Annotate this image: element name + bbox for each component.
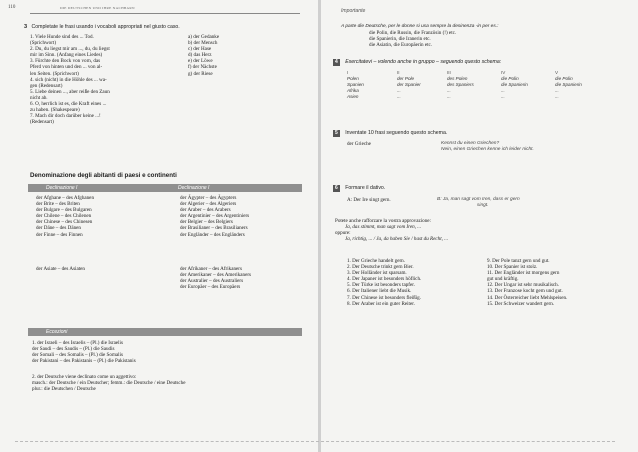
table-cell: ... [555, 94, 559, 99]
table-cell: des Polen [447, 76, 468, 81]
right-page [321, 0, 638, 452]
sentence-line: 5. Liebe deinen ..., aber reiße den Zaun [30, 88, 110, 95]
table-row [347, 94, 609, 100]
declension-1-right-list [180, 195, 310, 238]
declension-entry: der Algerier – des Algeriers [180, 201, 237, 208]
sentence-line: 7. Mach dir doch darüber keine ...! [30, 113, 101, 120]
note-line: Ja, das stimmt, man sagt vom Iren, ... [345, 224, 422, 231]
declension-entry: der Afghane – des Afghanen [36, 195, 94, 201]
exception-line: der Saudi – des Saudis – (Pl.) die Saudis [32, 346, 115, 353]
exercise-4-table [347, 70, 609, 100]
exception-2-block [32, 374, 312, 392]
declension-entry: der Däne – des Dänen [36, 225, 81, 232]
list-item: 4. Der Japaner ist besonders höflich. [347, 276, 422, 283]
sentence-line: (Redensart) [30, 119, 54, 126]
sentence-line: zu haben. (Shakespeare) [30, 107, 80, 114]
option-item: e) der Löwe [188, 58, 213, 65]
table-cell: ... [397, 94, 401, 99]
exception-line: plur.: die Deutschen / Deutsche [32, 386, 96, 393]
list-item: 15. Der Schweizer wandert gern. [487, 300, 555, 307]
table-cell: die Polin [501, 76, 519, 81]
list-item: gut und kräftig. [487, 276, 519, 283]
page-number: 110 [8, 5, 16, 10]
declension-entry: der Europäer – des Europäers [180, 284, 241, 291]
declension-2-right-list [180, 266, 310, 290]
table-cell: ... [447, 94, 451, 99]
example-line: Nein, einen Griechen kenne ich leider nicht. [441, 147, 534, 153]
important-line: A parte die Deutsche, per le donne si usa sempre la desinenza -in per es.: [341, 24, 499, 29]
table-header-cell: V [555, 70, 559, 75]
exercise-5-left: der Grieche [347, 141, 371, 147]
list-item: 9. Der Pole tanzt gern und gut. [487, 258, 550, 264]
important-line: die Spanierin, die Iranerin etc. [369, 36, 431, 43]
list-item: 8. Der Araber ist ein guter Reiter. [347, 300, 415, 307]
table-cell: Polen [347, 76, 359, 81]
exercise-5-heading [333, 130, 633, 137]
list-item: 5. Der Türke ist besonders tapfer. [347, 282, 415, 289]
exercise-4-heading [333, 59, 633, 66]
sentence-line: 4. sich (nicht) in die Höhle des ... wa- [30, 76, 107, 83]
running-header [8, 5, 300, 14]
exceptions-list [32, 340, 302, 364]
declension-entry: der Afrikaner – des Afrikaners [180, 266, 242, 272]
table-cell: Spanien [347, 82, 364, 87]
declension-entry: der Australier – des Australiers [180, 278, 244, 285]
note-line: Ja, richtig, ... / Ja, da haben Sie / hast du Recht, ... [345, 236, 448, 243]
table-header-cell: III [447, 70, 451, 75]
declension-entry: der Araber – des Arabers [180, 207, 231, 214]
exercise-6-note [335, 218, 625, 242]
table-cell: die Polin [555, 76, 573, 81]
declension-entry: der Ägypter – des Ägypters [180, 195, 237, 201]
exercise-6-example-b [437, 197, 520, 209]
sentence-line: 1. Viele Hunde sind des ... Tod. [30, 34, 94, 40]
note-line: oppure: [335, 230, 351, 237]
sentence-line: gen (Redensart) [30, 82, 63, 89]
option-item: c) der Hase [188, 46, 212, 53]
exercise-number: 5 [335, 130, 338, 136]
exercise-instruction: Formare il dativo. [345, 185, 386, 191]
exception-line: der Somali – des Somalis – (Pl.) die Somalis [32, 352, 123, 359]
list-item: 11. Der Engländer ist morgens gern [487, 270, 560, 277]
table-cell: ... [555, 88, 559, 93]
declension-band-1 [28, 184, 302, 192]
section-title: Denominazione degli abitanti di paesi e continenti [30, 172, 177, 179]
important-box [341, 24, 631, 48]
list-item: 2. Der Deutsche trinkt gern Bier. [347, 264, 414, 271]
sentence-line: (Sprichwort) [30, 40, 57, 47]
list-item: 14. Der Österreicher liebt Mehlspeisen. [487, 294, 568, 301]
exceptions-band [28, 328, 302, 336]
list-item: 1. Der Grieche handelt gern. [347, 258, 405, 264]
example-line: singt. [477, 203, 489, 209]
exception-line: der Pakistani – des Pakistanis – (Pl.) die Pakistanis [32, 358, 136, 365]
table-cell: der Spanier [397, 82, 421, 87]
band-label-right: Declinazione I [178, 185, 210, 191]
declension-2-left-list [36, 266, 176, 272]
option-item: d) das Herz [188, 52, 212, 59]
table-cell: Afrika [347, 88, 359, 93]
exercise-instruction: Inventate 10 frasi seguendo questo schema. [345, 130, 448, 136]
example-line: Kennst du einen Griechen? [441, 141, 500, 146]
declension-entry: der Engländer – des Engländers [180, 231, 245, 238]
example-line: B: Ja, man sagt vom Iren, dass er gern [437, 197, 520, 202]
exercise-number: 3 [24, 24, 28, 30]
exercise-6-heading [333, 185, 633, 192]
exercise-6-list-right [487, 258, 632, 307]
page-bottom-edge [15, 441, 615, 442]
important-line: die Asiatin, die Europäerin etc. [369, 42, 433, 49]
option-item: b) der Mensch [188, 40, 218, 47]
band-label: Eccezioni [46, 329, 68, 335]
declension-entry: der Belgier – des Belgiers [180, 219, 233, 226]
band-label-left: Declinazione I [46, 185, 78, 191]
list-item: 10. Der Spanier ist stolz. [487, 264, 538, 271]
left-page [0, 0, 318, 452]
table-header-cell: IV [501, 70, 506, 75]
table-cell: des Spaniers [447, 82, 474, 87]
declension-entry: der Chilene – des Chilenen [36, 213, 92, 220]
table-cell: Asien [347, 94, 359, 99]
declension-entry: der Brite – des Briten [36, 201, 80, 208]
exercise-6-example-a: A: Der Ire singt gern. [347, 197, 391, 203]
declension-entry: der Bulgare – des Bulgaren [36, 207, 92, 214]
exercise-3-heading [24, 24, 304, 31]
exercise-number: 4 [335, 59, 338, 65]
list-item: 6. Der Italiener liebt die Musik. [347, 288, 412, 295]
exercise-instruction: Esercitatevi – volendo anche in gruppo – seguendo questo schema: [345, 59, 502, 65]
option-item: a) der Gedanke [188, 34, 220, 40]
running-head-text: DIE DEUTSCHEN UND IHRE NACHBARN [60, 6, 135, 10]
declension-entry: der Argentinier – des Argentiniers [180, 213, 250, 220]
declension-entry: der Brasilianer – des Brasilianers [180, 225, 248, 232]
important-label: Importante [341, 8, 366, 14]
declension-entry: der Amerikaner – des Amerikaners [180, 272, 252, 279]
exercise-number: 6 [335, 185, 338, 191]
sentence-line: len Seiten. (Sprichwort) [30, 70, 79, 77]
table-cell: ... [501, 88, 505, 93]
option-item: f) der Nächste [188, 64, 217, 71]
sentence-line: mir im Sinn. (Anfang eines Liedes) [30, 52, 103, 59]
exercise-3-sentences [30, 34, 190, 125]
table-cell: ... [447, 88, 451, 93]
option-item: g) der Riese [188, 70, 213, 77]
exception-line: masch.: der Deutsche / ein Deutscher; femm.: die Deutsche / eine Deutsche [32, 380, 186, 387]
important-line: die Polin, die Russin, die Französin (!) etc. [369, 30, 457, 37]
sentence-line: 6. O, herrlich ist es, die Kraft eines ... [30, 101, 107, 108]
exception-line: 1. der Israeli – des Israelis – (Pl.) die Israelis [32, 340, 123, 346]
declension-entry: der Chinese – des Chinesen [36, 219, 93, 226]
declension-entry: der Finne – des Finnen [36, 231, 83, 238]
table-header-cell: II [397, 70, 400, 75]
exercise-instruction: Completate le frasi usando i vocaboli appropriati nel giusto caso. [31, 24, 180, 30]
sentence-line: 3. Fürchte den Bock von vorn, das [30, 58, 101, 65]
sentence-line: nicht ab. [30, 94, 48, 101]
table-cell: der Pole [397, 76, 415, 81]
table-header-cell: I [347, 70, 349, 75]
table-cell: die Spanierin [501, 82, 528, 87]
exception-line: 2. der Deutsche viene declinato come un aggettivo: [32, 374, 137, 380]
declension-1-left-list [36, 195, 176, 238]
sentence-line: 2. Du, du liegst mir am ..., du, du liegst [30, 46, 110, 53]
list-item: 3. Der Holländer ist sparsam. [347, 270, 407, 277]
list-item: 13. Der Franzose kocht gern und gut. [487, 288, 563, 295]
note-line: Potete anche rafforzare la vostra approvazione: [335, 218, 431, 224]
exercise-6-list-left [347, 258, 487, 307]
sentence-line: Pferd von hinten und den ... von al- [30, 64, 103, 71]
table-cell: ... [397, 88, 401, 93]
declension-entry: der Asiate – des Asiaten [36, 266, 85, 272]
list-item: 12. Der Ungar ist sehr musikalisch. [487, 282, 560, 289]
table-cell: ... [501, 94, 505, 99]
exercise-5-example [441, 141, 534, 153]
list-item: 7. Der Chinese ist besonders fleißig. [347, 294, 421, 301]
exercise-3-options [188, 34, 298, 77]
table-cell: die Spanierin [555, 82, 582, 87]
